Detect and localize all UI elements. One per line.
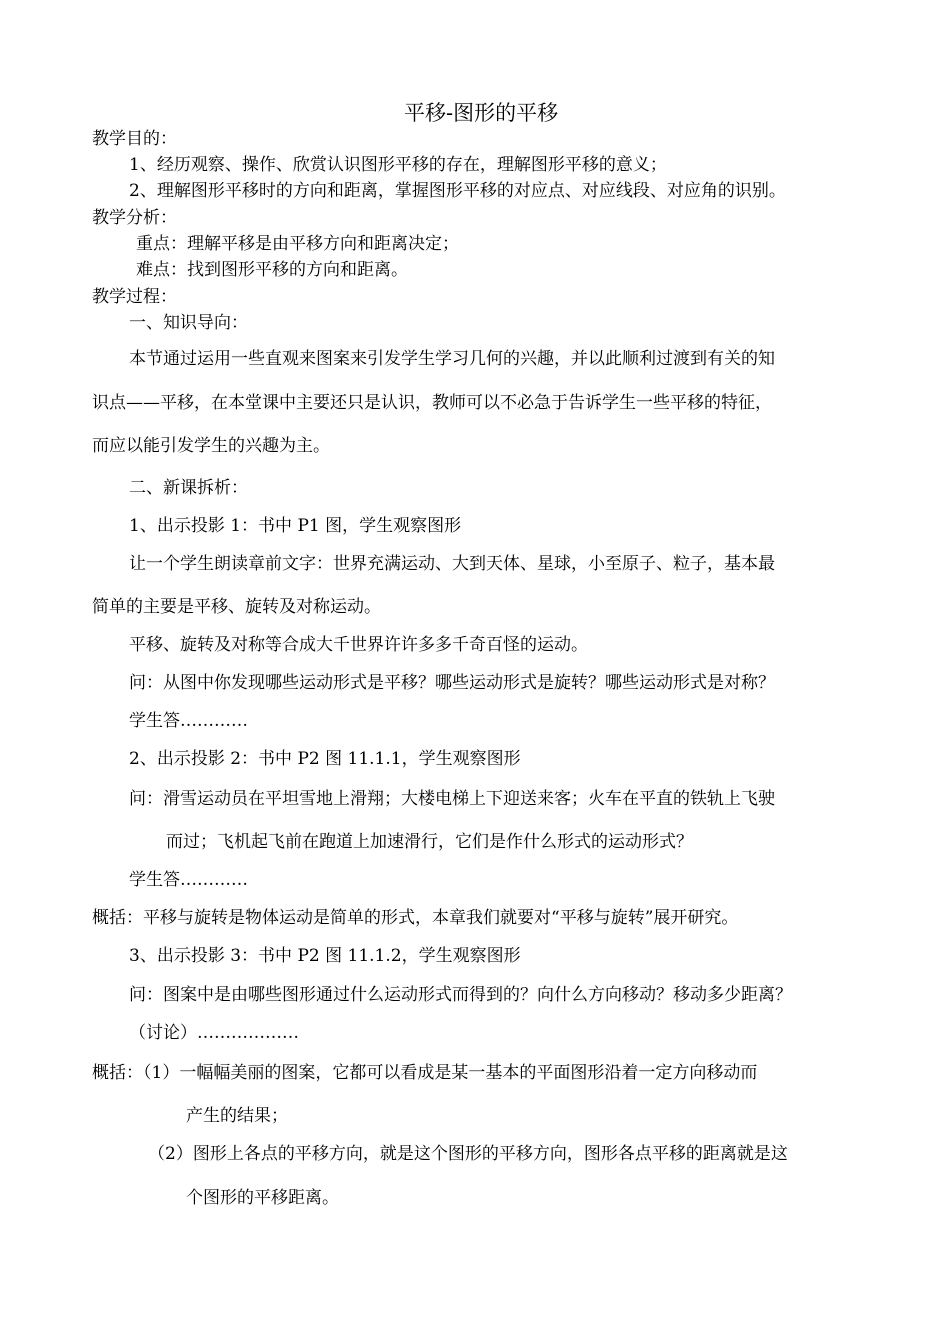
paragraph-line: 而应以能引发学生的兴趣为主。: [92, 436, 330, 456]
question-line: 问：从图中你发现哪些运动形式是平移？哪些运动形式是旋转？哪些运动形式是对称？: [129, 673, 775, 693]
summary-line-continued: 个图形的平移距离。: [186, 1188, 339, 1208]
projection-1: 1、出示投影 1：书中 P1 图，学生观察图形: [129, 516, 462, 536]
goal-item-1: 1、经历观察、操作、欣赏认识图形平移的存在，理解图形平移的意义；: [129, 155, 667, 175]
section-2-heading: 二、新课拆析：: [129, 478, 248, 498]
heading-teaching-goals: 教学目的：: [92, 129, 177, 149]
difficult-point: 难点：找到图形平移的方向和距离。: [136, 260, 408, 280]
heading-teaching-process: 教学过程：: [92, 287, 177, 307]
goal-item-2: 2、理解图形平移时的方向和距离，掌握图形平移的对应点、对应线段、对应角的识别。: [129, 181, 786, 201]
projection-2: 2、出示投影 2：书中 P2 图 11.1.1，学生观察图形: [129, 749, 521, 769]
discussion-line: （讨论）………………: [129, 1023, 299, 1043]
paragraph-line: 简单的主要是平移、旋转及对称运动。: [92, 597, 381, 617]
summary-line: 概括：（1）一幅幅美丽的图案，它都可以看成是某一基本的平面图形沿着一定方向移动而: [92, 1063, 758, 1083]
paragraph-line: 让一个学生朗读章前文字：世界充满运动、大到天体、星球，小至原子、粒子，基本最: [129, 554, 775, 574]
summary-line-continued: 产生的结果；: [186, 1106, 288, 1126]
heading-teaching-analysis: 教学分析：: [92, 208, 177, 228]
document-title: 平移-图形的平移: [404, 101, 559, 125]
question-line-continued: 而过；飞机起飞前在跑道上加速滑行，它们是作什么形式的运动形式？: [166, 832, 693, 852]
paragraph-line: 本节通过运用一些直观来图案来引发学生学习几何的兴趣，并以此顺利过渡到有关的知: [129, 349, 775, 369]
summary-line: （2）图形上各点的平移方向，就是这个图形的平移方向，图形各点平移的距离就是这: [148, 1144, 788, 1164]
key-point: 重点：理解平移是由平移方向和距离决定；: [136, 234, 459, 254]
paragraph-line: 平移、旋转及对称等合成大千世界许许多多千奇百怪的运动。: [129, 635, 588, 655]
paragraph-line: 识点——平移，在本堂课中主要还只是认识，教师可以不必急于告诉学生一些平移的特征，: [92, 393, 772, 413]
student-answer: 学生答…………: [129, 711, 248, 731]
section-1-heading: 一、知识导向：: [129, 313, 248, 333]
question-line: 问：图案中是由哪些图形通过什么运动形式而得到的？向什么方向移动？移动多少距离？: [129, 985, 792, 1005]
question-line: 问：滑雪运动员在平坦雪地上滑翔；大楼电梯上下迎送来客；火车在平直的铁轨上飞驶: [129, 789, 775, 809]
summary-line: 概括：平移与旋转是物体运动是简单的形式，本章我们就要对“平移与旋转”展开研究。: [92, 908, 739, 928]
projection-3: 3、出示投影 3：书中 P2 图 11.1.2，学生观察图形: [129, 946, 521, 966]
student-answer: 学生答…………: [129, 870, 248, 890]
